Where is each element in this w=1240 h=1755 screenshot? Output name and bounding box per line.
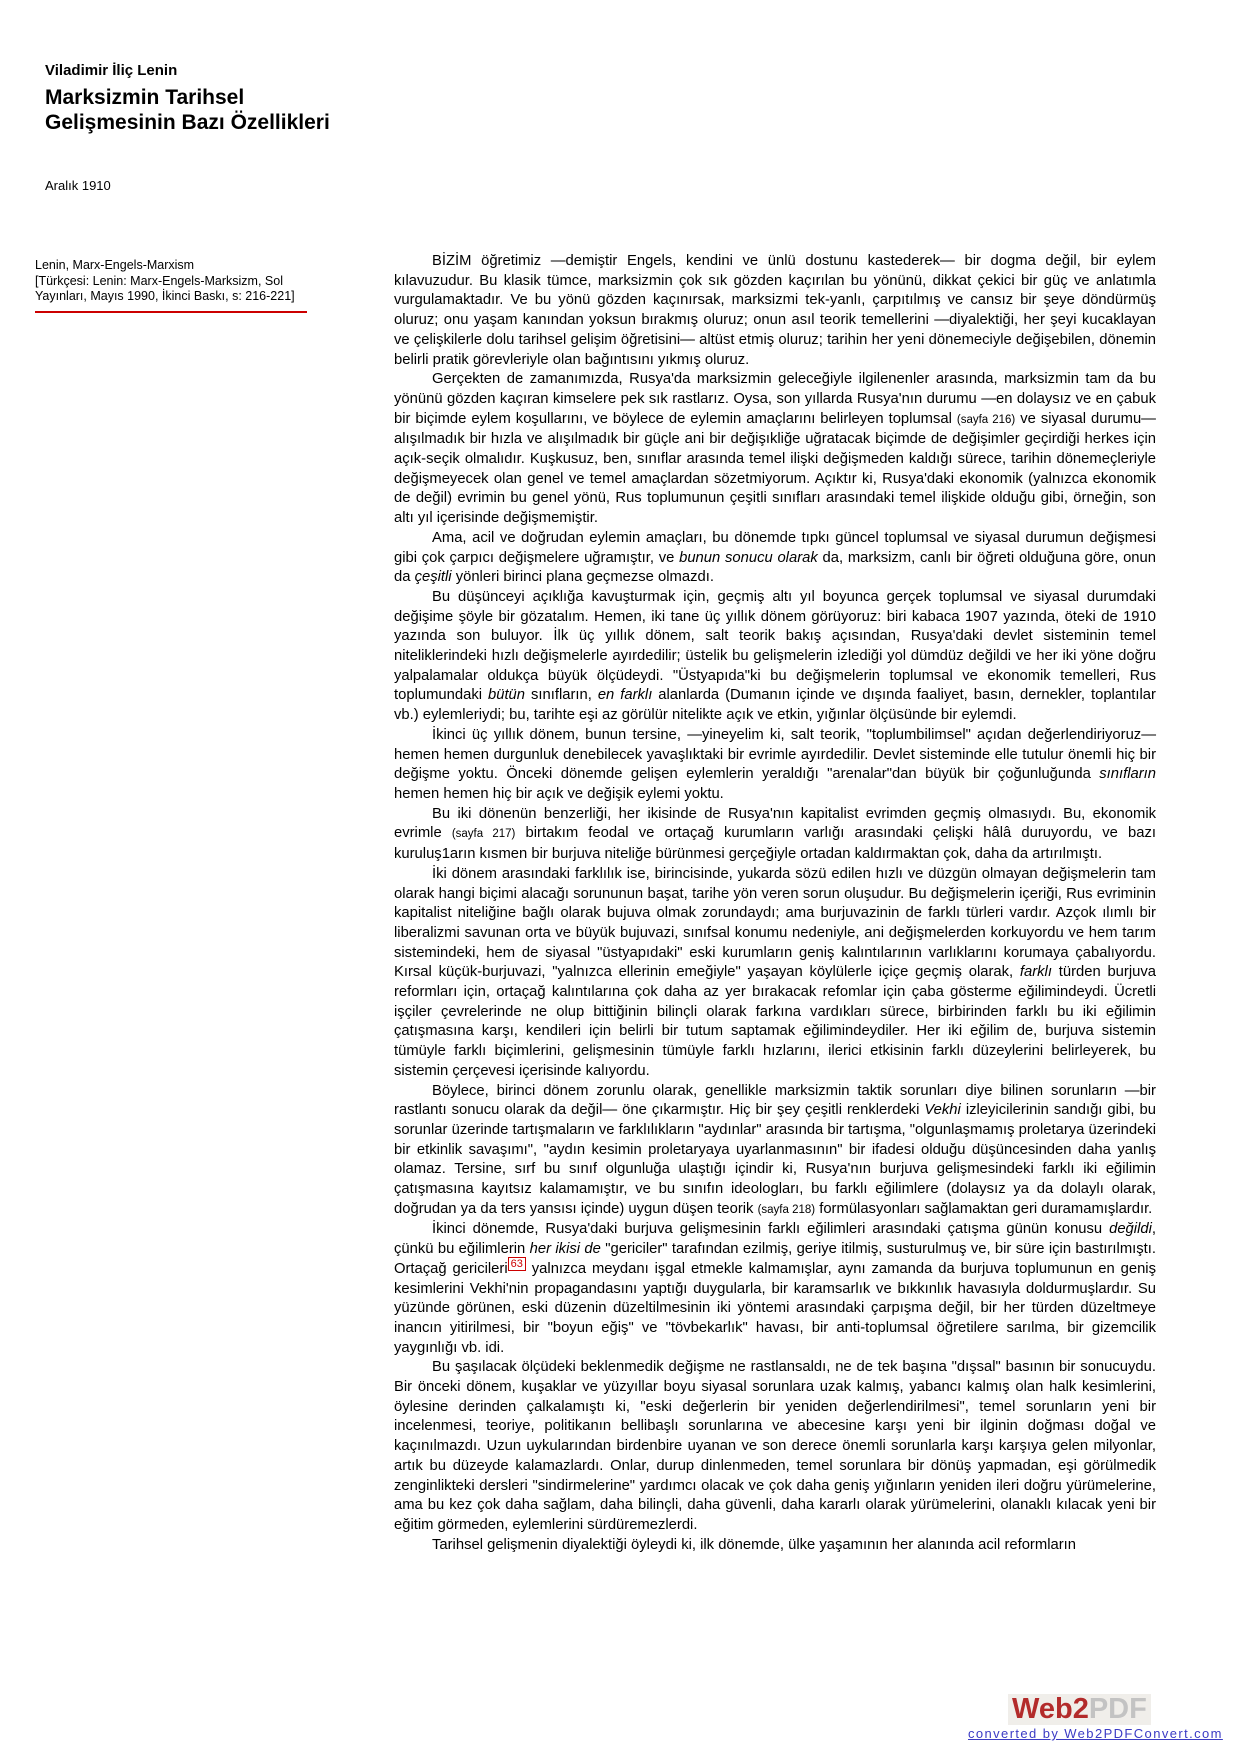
text-run: yönleri birinci plana geçmezse olmazdı. (451, 569, 714, 586)
page-marker: (sayfa 216) (956, 413, 1016, 426)
citation-line: Lenin, Marx-Engels-Marxism (35, 258, 195, 272)
text-run: alanlarda (Dumanın içinde ve dışında faaliyet, basın, dernekler, toplantılar vb.) eylemleriydi; bu, tarihte eşi az görülür nitelikte açık ve etkin, yığınlar ölçüsünde bir eylemdi. (394, 687, 1156, 724)
citation-line: [Türkçesi: Lenin: Marx-Engels-Marksizm, Sol (35, 273, 283, 288)
web2pdf-logo[interactable] (1008, 1694, 1151, 1725)
paragraph (394, 1358, 1156, 1535)
page-marker: (sayfa 218) (757, 1203, 816, 1216)
text-run: İkinci üç yıllık dönem, bunun tersine, —yineyelim ki, salt teorik, "toplumbilimsel" açıdan değerlendiriyoruz— hemen hemen durgunluk denebilecek yavaşlıktaki bir evrimle ayırdedilir. Devlet sisteminde elle tutulur önemli hiç bir değişme yoktu. Önceki dönemde gelişen eylemlerin yeraldığı "arenalar"dan büyük bir çoğunluğunda (394, 726, 1156, 783)
paragraph (394, 252, 1156, 370)
emphasis-text: en farklı (597, 687, 653, 704)
emphasis-text: her ikisi de (529, 1241, 601, 1258)
text-run: birtakım feodal ve ortaçağ kurumların varlığı arasındaki çelişki hâlâ duruyordu, ve bazı kuruluş1arın kısmen bir burjuva niteliğe bürünmesi gerçeğiyle ortadan kaldırmaktan çok, daha da artırılmıştı. (394, 825, 1157, 863)
text-run: , çünkü bu eğilimlerin (394, 1221, 1156, 1258)
paragraph (394, 726, 1156, 805)
web2pdf-logo-web2: Web2 (1012, 1693, 1089, 1725)
emphasis-text: farklı (1019, 964, 1052, 981)
red-divider-rule (35, 311, 307, 313)
author-name: Viladimir İliç Lenin (45, 62, 178, 79)
text-run: formülasyonları sağlamaktan geri duramamışlardır. (815, 1200, 1153, 1217)
emphasis-text: çeşitli (414, 569, 452, 586)
document-title-line-2: Gelişmesinin Bazı Özellikleri (45, 111, 330, 134)
text-run: Bu iki dönenün benzerliği, her ikisinde de Rusya'nın kapitalist evrimden geçmiş olmasıydı. Bu, ekonomik evrimle (394, 805, 1156, 842)
text-run: BİZİM öğretimiz —demiştir Engels, kendini ve ünlü dostunu kastederek— bir dogma değil, bir eylem kılavuzudur. Bu klasik tümce, marksizmin çok sık gözden kaçırılan bu yönünü, dikkat çekici bir güç ve anlatımla vurgulamaktadır. Ve bu yönü gözden kaçınırsak, marksizmi tek-yanlı, çarpıtılmış ve cansız bir şeye döndürmüş oluruz; onu yaşam kanından yoksun bırakmış oluruz; onun asıl teorik temellerini —diyalektiği, her şeyi kucaklayan ve çelişkilerle dolu tarihsel gelişim öğretisini— altüst etmiş oluruz; tarihin her yeni dönemeciyle değişebilen, dönemin belirli pratik görevleriyle olan bağıntısını yıkmış oluruz. (394, 253, 1156, 368)
document-title-line-1: Marksizmin Tarihsel (45, 86, 245, 109)
page-marker: (sayfa 217) (451, 828, 516, 841)
text-run: Gerçekten de zamanımızda, Rusya'da marksizmin geleceğiyle ilgilenenler arasında, marksizmin tam da bu yönünü gözden kaçıran kimselere pek sık rastlarız. Oysa, son yıllarda Rusya'nın durumu —en dolaysız ve en çabuk bir biçimde eylem koşullarını, ve böylece de eylemin amaçlarını belirleyen toplumsal (394, 371, 1156, 427)
paragraph (394, 805, 1156, 865)
paragraph (394, 1536, 1156, 1556)
text-run: Ama, acil ve doğrudan eylemin amaçları, bu dönemde tıpkı güncel toplumsal ve siyasal durumun değişmesi gibi çok çarpıcı değişmelere uğramıştır, ve (394, 529, 1156, 566)
paragraph (394, 529, 1156, 588)
text-run: izleyicilerinin sandığı gibi, bu sorunlar üzerinde tartışmaların ve farklılıkların "aydınlar" arasında bir tartışma, "olgunlaşmamış proletarya üzerindeki bir etkinlik savaşımı", "aydın kesimin proletaryaya uyarlanmasının" bir ifadesi olduğu düşüncesinden daha yanlış olamaz. Tersine, sırf bu sınıf olgunluğa ulaştığı içindir ki, Rusya'nın burjuva gelişmesindeki farklı iki eğilimin çatışmasına kayıtsız kalamamıştır, ve bu sınıfın ideologları, bu farklı eğilimlere (dolaysız ya da dolaylı olarak, doğrudan ya da ters yansısı içinde) uygun düşen teorik (394, 1102, 1157, 1217)
emphasis-text: sınıfların (1099, 766, 1156, 783)
web2pdf-convert-link[interactable]: converted by Web2PDFConvert.com (968, 1726, 1223, 1741)
text-run: İkinci dönemde, Rusya'daki burjuva gelişmesinin farklı eğilimleri arasındaki çatışma günün konusu (432, 1221, 1110, 1238)
text-run: Tarihsel gelişmenin diyalektiği öyleydi ki, ilk dönemde, ülke yaşamının her alanında acil reformların (432, 1536, 1076, 1553)
emphasis-text: değildi (1109, 1221, 1152, 1238)
web2pdf-logo-pdf: PDF (1088, 1693, 1147, 1725)
text-run: ve siyasal durumu— alışılmadık bir hızla ve alışılmadık bir güçle ani bir değişıkliğe uğratacak biçimde de değişimler geçirdiği herkes için açık-seçik olmalıdır. Kuşkusuz, ben, sınıflar arasında temel ilişki değişmeden kaldığı sürece, tarihin dönemeçleriyle değişmeyecek olan genel ve temel amaçlardan sözetmiyorum. Açıktır ki, Rusya'daki ekonomik (yalnızca ekonomik de değil) evrimin bu genel yönü, Rus toplumunun çeşitli sınıfları arasındaki temel ilişkide olduğu gibi, örneğin, son altı yıl içerisinde değişmemiştir. (394, 410, 1156, 527)
text-run: sınıfların, (525, 687, 598, 704)
emphasis-text: Vekhi (924, 1102, 961, 1119)
document-header (45, 62, 330, 135)
text-run: hemen hemen hiç bir açık ve değişik eylemi yoktu. (394, 785, 724, 802)
footnote-63-link[interactable]: 63 (508, 1257, 526, 1271)
text-run: "gericiler" tarafından ezilmiş, geriye itilmiş, susturulmuş ve, bir süre için bastırılmıştı. Ortaçağ gericileri (394, 1241, 1157, 1277)
citation-line: Yayınları, Mayıs 1990, İkinci Baskı, s: 216-221] (35, 289, 295, 303)
text-run: yalnızca meydanı işgal etmekle kalmamışlar, aynı zamanda da burjuva toplumunun en geniş kesimlerini Vekhi'nin propagandasını yaptığı duygularla, bir karamsarlık ve bıkkınlık havasıyla doldurmuşlardır. Su yüzünde görünen, eski düzenin düzeltilmesinin iki yöntemi arasındaki çarpışma değil, bir her türden düzeltmeye inancın yitirilmesi, bir "boyun eğiş" ve "tövbekarlık" havası, bir anti-toplumsal öğretilere sarılma, bir gizemcilik yaygınlığı vb. idi. (394, 1260, 1156, 1356)
paragraph (394, 588, 1156, 726)
paragraph (394, 1220, 1156, 1358)
paragraph (394, 865, 1156, 1082)
text-run: türden burjuva reformları için, ortaçağ kalıntılarına çok daha az yer bırakacak refomlar için çaba gösterme eğilimindeydi. Ücretli işçiler çevrelerinde ne olup bittiğinin bilinçli olarak farkına vardıkları sürece, birbirinden farklı bu iki eğilimin çatışmasına karşı, kendileri için belirli bir tutum saptamak eğilimindeydiler. Her iki eğilim de, burjuva sistemin tümüyle farklı biçimlerini, gelişmesinin tümüyle farklı hızlarını, ilerici etkisinin farklı düzeylerini belirleyerek, bu sistemin çerçevesi içerisinde kalıyordu. (394, 964, 1156, 1079)
emphasis-text: bütün (487, 687, 526, 704)
body-text (394, 252, 1156, 1555)
emphasis-text: bunun sonucu olarak (679, 549, 818, 566)
paragraph (394, 370, 1156, 529)
text-run: Böylece, birinci dönem zorunlu olarak, genellikle marksizmin taktik sorunları diye bilinen sorunların —bir rastlantı sonucu olarak da değil— öne çıkarmıştır. Hiç bir şey çeşitli renklerdeki (394, 1082, 1156, 1119)
text-run: Bu şaşılacak ölçüdeki beklenmedik değişme ne rastlansaldı, ne de tek başına "dışsal" basının bir sonucuydu. Bir önceki dönem, kuşaklar ve yüzyıllar boyu siyasal sorunlara uzak kalmış, yabancı kalmış olan halk kesimlerini, öylesine derinden çalkalamıştı ki, "eski değerlerin bir yeniden değerlendirilmesi", temel sorunların yeni bir incelenmesi, teoriye, politikanın bellibaşlı sorunlarına ve abecesine karşı yeni bir ilginin doğması doğal ve kaçınılmazdı. Uzun uykularından birdenbire uyanan ve son derece önemli sorunlarla karşı karşıya gelen milyonlar, artık bu düzeyde kalamazlardı. Onlar, durup dinlenmeden, temel sorunlara bir dönüş yapmadan, eşi görülmedik zenginlikteki dersleri "sindirmelerine" yardımcı olacak ve çok daha geniş yığınların yeniden ileri doğru yürümelerine, ama bu kez çok daha sağlam, daha bilinçli, daha güvenli, daha kararlı olarak yürümelerini, olanaklı kılacak yeni bir eğitim görmeden, eylemlerini sürdüremezlerdi. (394, 1359, 1156, 1533)
paragraph (394, 1082, 1156, 1221)
text-run: Bu düşünceyi açıklığa kavuşturmak için, geçmiş altı yıl boyunca gerçek toplumsal ve siyasal durumdaki değişime şöyle bir gözatalım. Hemen, iki tane üç yıllık dönem görüyoruz: biri kabaca 1907 yazında, öteki de 1910 yazında son buluyor. İlk üç yıllık dönem, salt teorik bakış açısından, Rusya'daki devlet sisteminin temel niteliklerindeki hızlı değişmelerle ayırdedilir; üstelik bu gelişmelerin izlediği yol dümdüz değildi ve her iki yöne doğru yalpalamalar oldukça büyük ölçüdeydi. "Üstyapıda"ki bu değişmelerin toplumsal ve ekonomik temelleri, Rus toplumundaki (394, 588, 1156, 704)
text-run: da, marksizm, canlı bir öğreti olduğuna göre, onun da (394, 549, 1156, 586)
text-run: İki dönem arasındaki farklılık ise, birincisinde, yukarda sözü edilen hızlı ve düzgün olmayan değişmelerin tam olarak hangi biçimi alacağı sorununun başat, tarihe yön veren sorun oluşudur. Bu değişmelerin içeriği, Rus evriminin kapitalist niteliğine bağlı olarak bujuva olmak zorundaydı; ama burjuvazinin de farklı türleri vardır. Azçok ılımlı bir liberalizmi savunan orta ve büyük bujuvazi, sınıfsal konumu nedeniyle, ani değişmelerden korkuyordu ve hem tarım sistemindeki, hem de siyasal "üstyapıdaki" eski kurumların geniş kalıntılarının varlıklarını korumaya çabalıyordu. Kırsal küçük-burjuvazi, "yalnızca ellerinin emeğiyle" yaşayan köylülerle içiçe geçmiş olarak, (394, 865, 1156, 981)
document-date: Aralık 1910 (45, 178, 111, 193)
source-citation (35, 258, 365, 305)
